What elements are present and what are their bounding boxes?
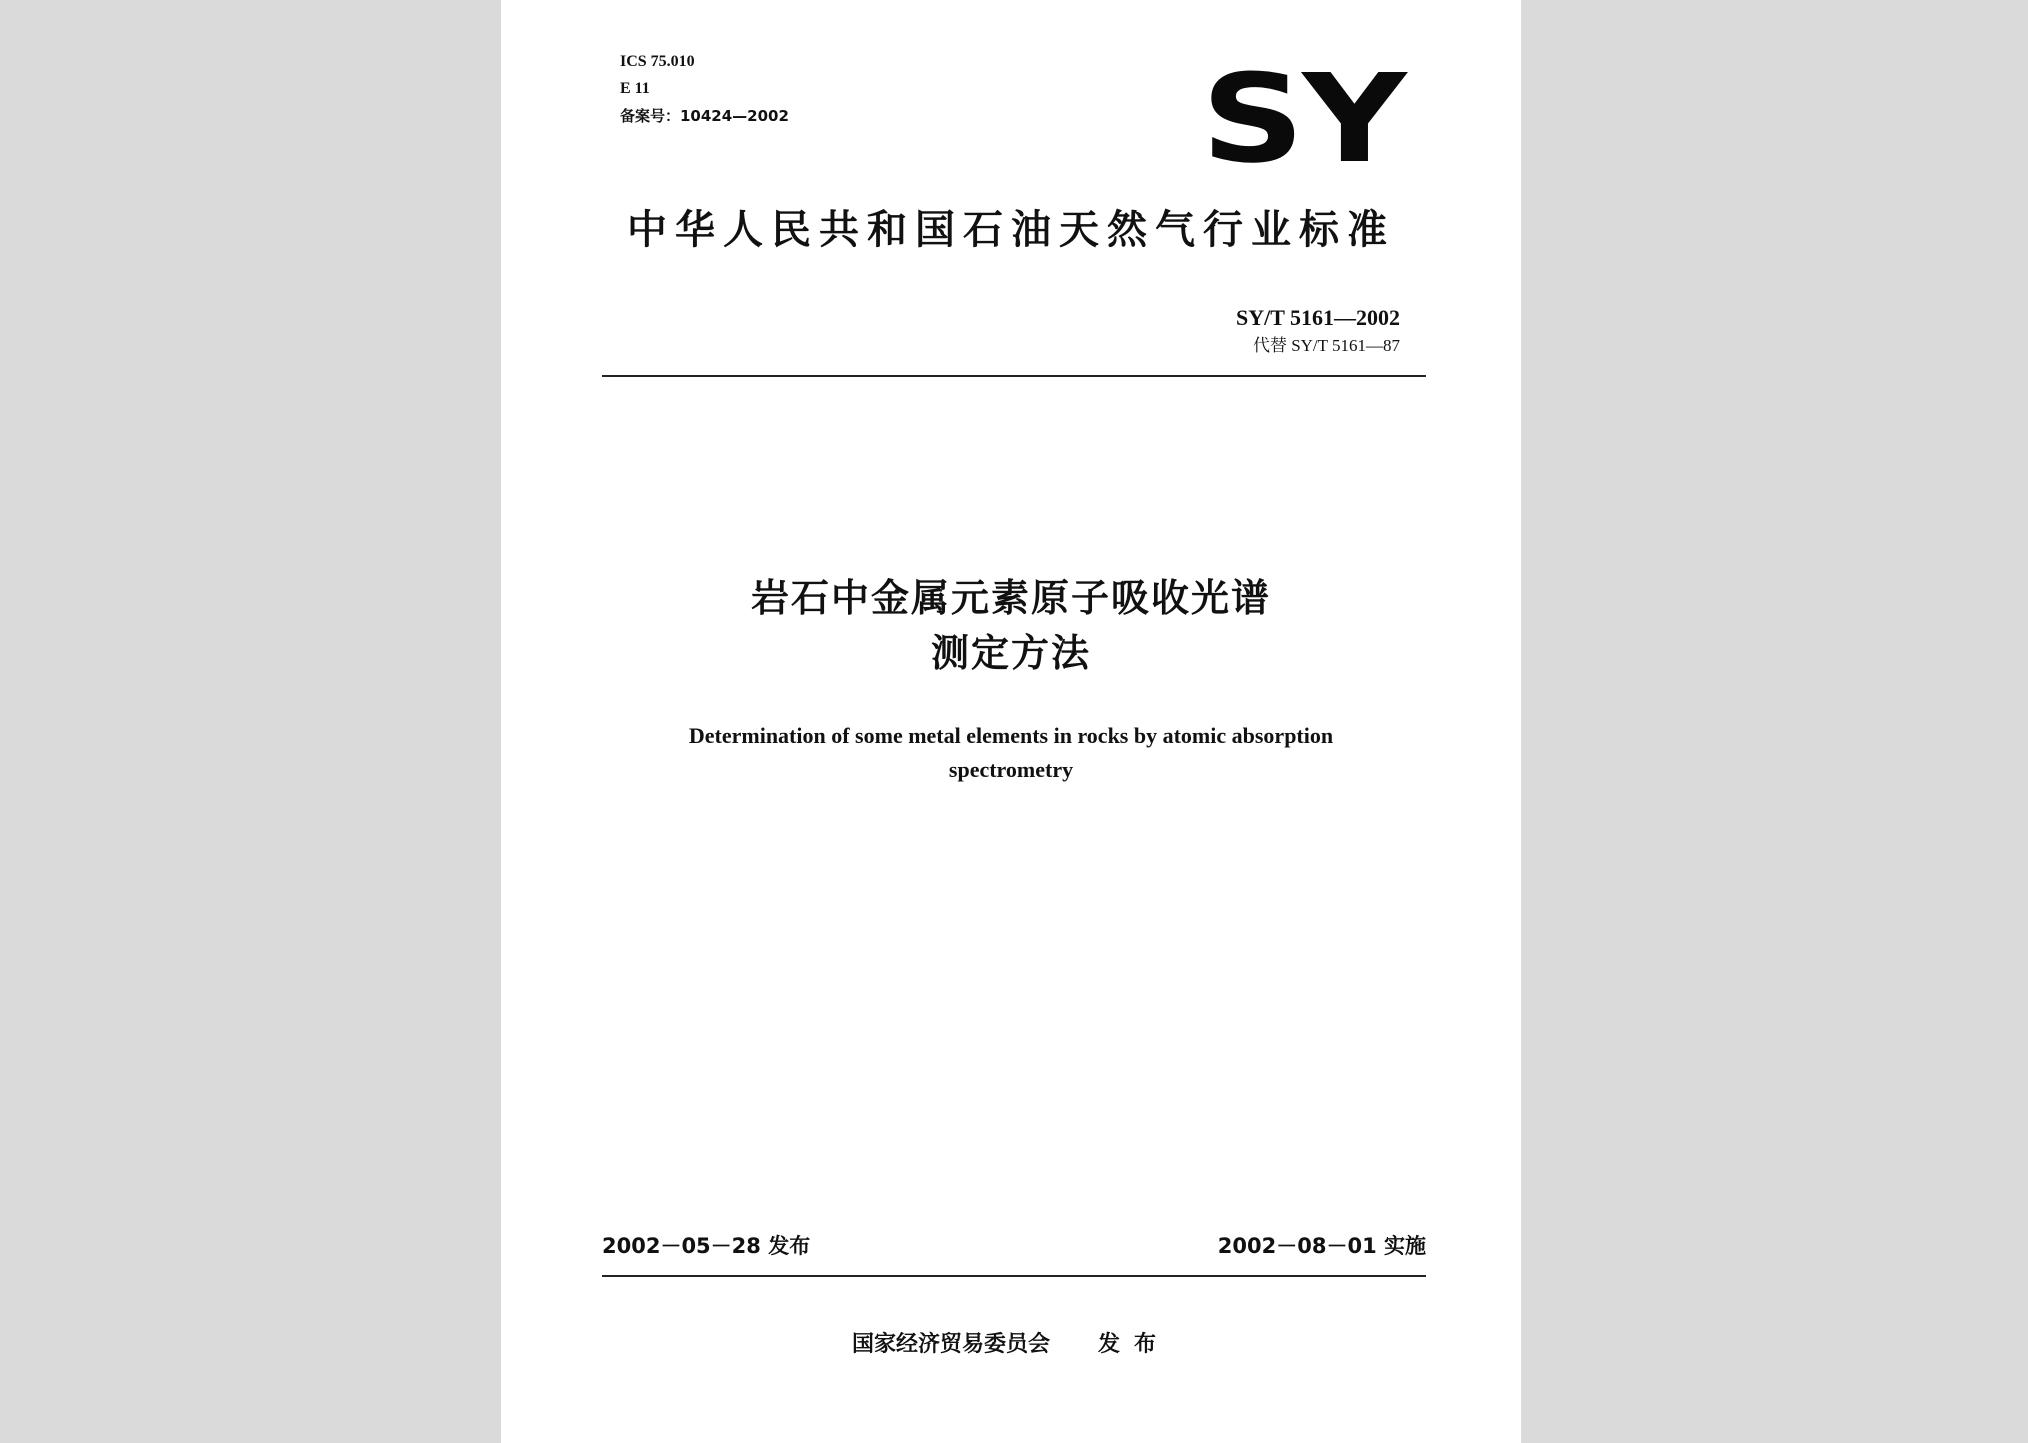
publisher-line [501,1330,1521,1360]
classification-code: E 11 [620,80,650,97]
issue-date: 2002－05－28 发布 [602,1234,811,1258]
english-title-line-2: spectrometry [948,757,1074,782]
top-divider [602,375,1426,377]
filing-number: 备案号：10424—2002 [620,107,789,125]
publisher-action: 发布 [1098,1332,1171,1357]
ics-code: ICS 75.010 [620,53,695,70]
document-page [501,0,1521,1443]
standard-title: 中华人民共和国石油天然气行业标准 [627,207,1395,253]
publisher-name: 国家经济贸易委员会 [851,1332,1050,1357]
bottom-divider [602,1275,1426,1277]
implementation-date: 2002－08－01 实施 [1217,1234,1426,1258]
chinese-title-line-1: 岩石中金属元素原子吸收光谱 [750,576,1271,620]
english-title-line-1: Determination of some metal elements in rocks by atomic absorption [688,723,1334,748]
replaces-standard: 代替 SY/T 5161—87 [1252,336,1400,355]
standard-number: SY/T 5161—2002 [1235,305,1400,330]
sy-logo: SY [1201,48,1405,190]
chinese-title-line-2: 测定方法 [930,631,1091,675]
